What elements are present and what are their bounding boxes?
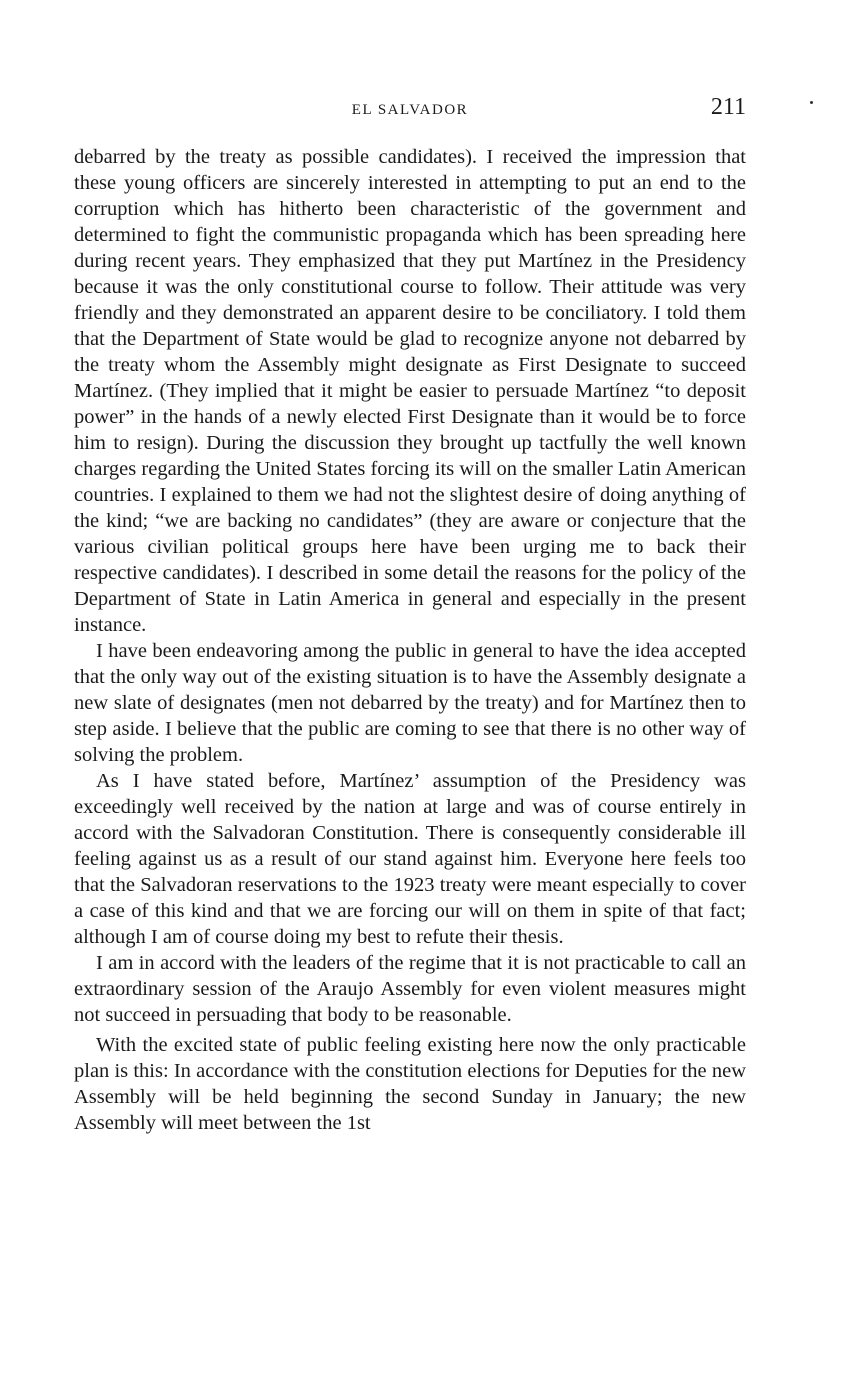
paragraph-2: I have been endeavoring among the public in general to have the idea accepted that the only way out of the existing situation is to have the Assembly designate a new slate of designates (men not debarred by the treaty) and for Martínez then to step aside. I believe that the public are coming to see that there is no other way of solving the problem. (74, 640, 746, 766)
page-body (74, 144, 746, 1136)
page-header (74, 94, 746, 128)
page-number: 211 (710, 94, 746, 120)
paragraph-3: As I have stated before, Martínez’ assumption of the Presidency was exceedingly well received by the nation at large and was of course entirely in accord with the Salvadoran Constitution. There is consequently considerable ill feeling against us as a result of our stand against him. Everyone here feels too that the Salvadoran reservations to the 1923 treaty were meant especially to cover a case of this kind and that we are forcing our will on them in spite of that fact; although I am of course doing my best to refute their thesis. (74, 770, 746, 948)
paragraph-1: debarred by the treaty as possible candidates). I received the impression that these young officers are sincerely interested in attempting to put an end to the corruption which has hitherto been characteristic of the government and determined to fight the communistic propaganda which has been spreading here during recent years. They emphasized that they put Martínez in the Presidency because it was the only constitutional course to follow. Their attitude was very friendly and they demonstrated an apparent desire to be conciliatory. I told them that the Department of State would be glad to recognize anyone not debarred by the treaty whom the Assembly might designate as First Designate to succeed Martínez. (They implied that it might be easier to persuade Martínez “to deposit power” in the hands of a newly elected First Designate than it would be to force him to resign). During the discussion they brought up tactfully the well known charges regarding the United States forcing its will on the smaller Latin American countries. I explained to them we had not the slightest desire of doing anything of the kind; “we are backing no candidates” (they are aware or conjecture that the various civilian political groups here have been urging me to back their respective candidates). I described in some detail the reasons for the policy of the Department of State in Latin America in general and especially in the present instance. (74, 146, 746, 636)
paragraph-5: With the excited state of public feeling existing here now the only practicable plan is this: In accordance with the constitution elections for Deputies for the new Assembly will be held beginning the second Sunday in January; the new Assembly will meet between the 1st (74, 1034, 746, 1134)
margin-speck (810, 101, 813, 104)
paragraph-4: I am in accord with the leaders of the regime that it is not practicable to call an extraordinary session of the Araujo Assembly for even violent measures might not succeed in persuading that body to be reasonable. (74, 952, 746, 1026)
running-head: EL SALVADOR (351, 102, 469, 118)
